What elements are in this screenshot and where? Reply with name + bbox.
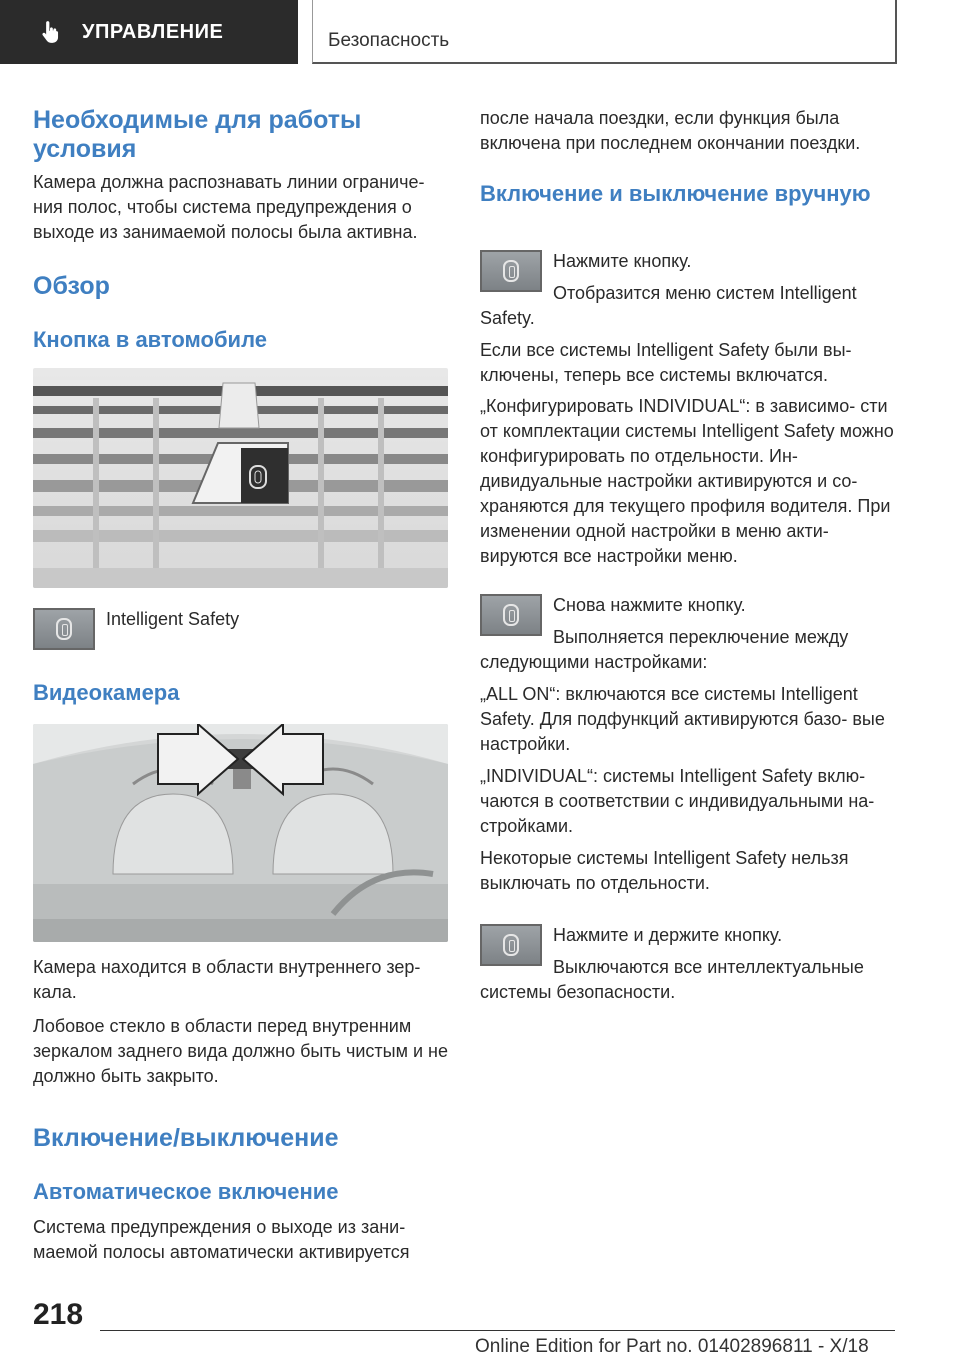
heading-on-off: Включение/выключение bbox=[33, 1124, 339, 1152]
paragraph-individual: „INDIVIDUAL“: системы Intelligent Safety вклю- чаются в соответствии с индивидуальными на- стройками. bbox=[480, 766, 875, 836]
button-photo bbox=[33, 368, 448, 588]
intelligent-safety-button-icon bbox=[33, 608, 95, 650]
section-title: УПРАВЛЕНИЕ bbox=[82, 20, 224, 43]
paragraph-camera-windshield: Лобовое стекло в области перед внутренним зеркалом заднего вида должно быть чистым и не должно быть закрыто. bbox=[33, 1016, 448, 1086]
heading-overview: Обзор bbox=[33, 272, 110, 300]
hand-pointer-icon bbox=[38, 19, 64, 45]
step3-text: Нажмите и держите кнопку. bbox=[553, 925, 783, 945]
paragraph-cannot-disable: Некоторые системы Intelligent Safety нельзя выключать по отдельности. bbox=[480, 848, 849, 893]
button-label: Intelligent Safety bbox=[106, 609, 240, 629]
step1-text: Нажмите кнопку. bbox=[553, 251, 692, 271]
heading-conditions: Необходимые для работы условия bbox=[33, 106, 362, 163]
step2-result: Выполняется переключение между следующими настройками: bbox=[480, 627, 849, 672]
step2-text: Снова нажмите кнопку. bbox=[553, 595, 746, 615]
paragraph-all-on: „ALL ON“: включаются все системы Intelligent Safety. Для подфункций активируются базо- вые настройки. bbox=[480, 684, 885, 754]
step1-result: Отобразится меню систем Intelligent Safety. bbox=[480, 283, 857, 328]
heading-manual-on-off: Включение и выключение вручную bbox=[480, 181, 871, 206]
page-number: 218 bbox=[33, 1298, 84, 1331]
chapter-title: Безопасность bbox=[328, 30, 450, 51]
paragraph-auto-on: Система предупреждения о выходе из зани- маемой полосы автоматически активируется bbox=[33, 1217, 410, 1262]
camera-photo bbox=[33, 724, 448, 942]
footer-edition: Online Edition for Part no. 01402896811 - X/18 bbox=[475, 1336, 869, 1357]
heading-auto-on: Автоматическое включение bbox=[33, 1179, 339, 1204]
section-tab[interactable] bbox=[0, 0, 298, 64]
heading-camera: Видеокамера bbox=[33, 680, 180, 705]
paragraph-configure-individual: „Конфигурировать INDIVIDUAL“: в зависимо- сти от комплектации системы Intelligent Safety можно конфигурировать по отдельности. Ин- дивидуальные настройки активируются и со- храняются для текущего профиля водителя. При изменении одной настройки в меню акти- вируются все настройки меню. bbox=[480, 396, 894, 566]
footer-divider bbox=[100, 1330, 895, 1331]
step3-result: Выключаются все интеллектуальные системы безопасности. bbox=[480, 957, 864, 1002]
paragraph-conditions: Камера должна распознавать линии ограниче- ния полос, чтобы система предупреждения о выходе из занимаемой полосы была активна. bbox=[33, 172, 425, 242]
paragraph-camera-location: Камера находится в области внутреннего зер- кала. bbox=[33, 957, 421, 1002]
paragraph-continuation: после начала поездки, если функция была включена при последнем окончании поездки. bbox=[480, 108, 861, 153]
chapter-header bbox=[312, 0, 897, 64]
heading-button-in-car: Кнопка в автомобиле bbox=[33, 327, 267, 352]
paragraph-all-off: Если все системы Intelligent Safety были вы- ключены, теперь все системы включатся. bbox=[480, 340, 852, 385]
